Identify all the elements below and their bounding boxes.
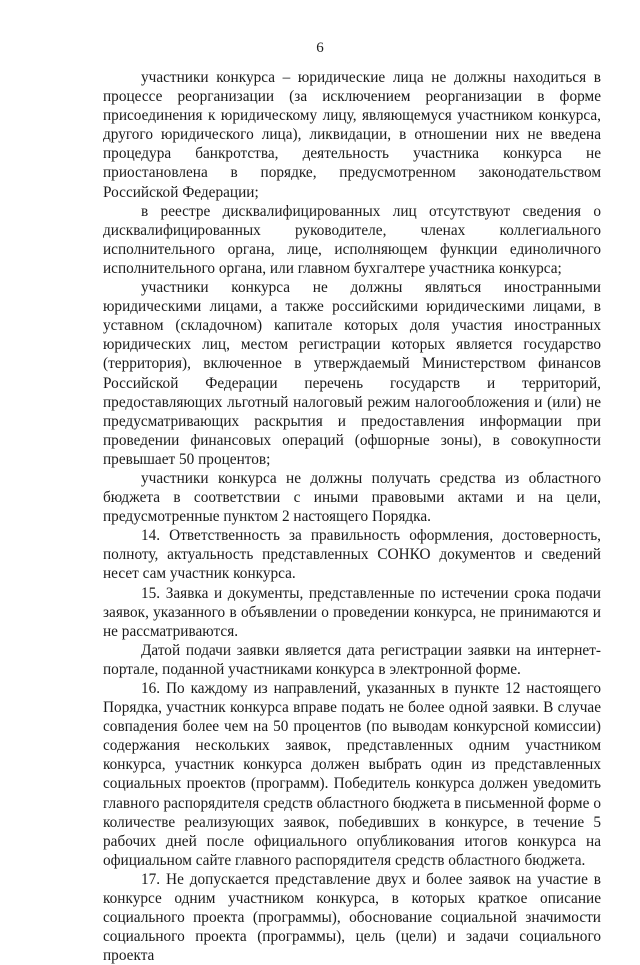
paragraph-item-16: 16. По каждому из направлений, указанных в пункте 12 настоящего Порядка, участник конкурса вправе подать не более одной заявки. В случае совпадения более чем на 50 процентов (по выводам конкурсной комиссии) содержания нескольких заявок, представленных одним участником конкурса, участник конкурса должен выбрать один из представленных социальных проектов (программ). Победитель конкурса должен уведомить главного распорядителя средств областного бюджета в письменной форме о количестве реализующих заявок, победивших в конкурсе, в течение 5 рабочих дней после официального опубликования итогов конкурса на официальном сайте главного распорядителя средств областного бюджета. [103,680,601,869]
paragraph-submission-date: Датой подачи заявки является дата регистрации заявки на интернет-портале, поданной участниками конкурса в электронной форме. [103,641,601,678]
paragraph-item-15: 15. Заявка и документы, представленные по истечении срока подачи заявок, указанного в объявлении о проведении конкурса, не принимаются и не рассматриваются. [103,584,601,640]
paragraph-item-17: 17. Не допускается представление двух и более заявок на участие в конкурсе одним участником конкурса, в которых краткое описание социального проекта (программы), обоснование социальной значимости социального проекта (программы), цель (цели) и задачи социального проекта [103,870,601,965]
paragraph-reorganization-requirement: участники конкурса – юридические лица не должны находиться в процессе реорганизации (за исключением реорганизации в форме присоединения к юридическому лицу, являющемуся участником конкурса, другого юридического лица), ликвидации, в отношении них не введена процедура банкротства, деятельность участника конкурса не приостановлена в порядке, предусмотренном законодательством Российской Федерации; [103,69,601,201]
document-body [103,68,601,965]
page-number: 6 [316,40,324,56]
paragraph-disqualified-persons: в реестре дисквалифицированных лиц отсутствуют сведения о дисквалифицированных руководителе, членах коллегиального исполнительного органа, лице, исполняющем функции единоличного исполнительного органа, или главном бухгалтере участника конкурса; [103,202,601,277]
paragraph-item-14: 14. Ответственность за правильность оформления, достоверность, полноту, актуальность представленных СОНКО документов и сведений несет сам участник конкурса. [103,527,601,583]
paragraph-foreign-entities: участники конкурса не должны являться иностранными юридическими лицами, а также российскими юридическими лицами, в уставном (складочном) капитале которых доля участия иностранных юридических лиц, местом регистрации которых является государство (территория), включенное в утверждаемый Министерством финансов Российской Федерации перечень государств и территорий, предоставляющих льготный налоговый режим налогообложения и (или) не предусматривающих раскрытия и предоставления информации при проведении финансовых операций (офшорные зоны), в совокупности превышает 50 процентов; [103,279,601,468]
paragraph-budget-funds: участники конкурса не должны получать средства из областного бюджета в соответствии с иными правовыми актами и на цели, предусмотренные пунктом 2 настоящего Порядка. [103,469,601,526]
